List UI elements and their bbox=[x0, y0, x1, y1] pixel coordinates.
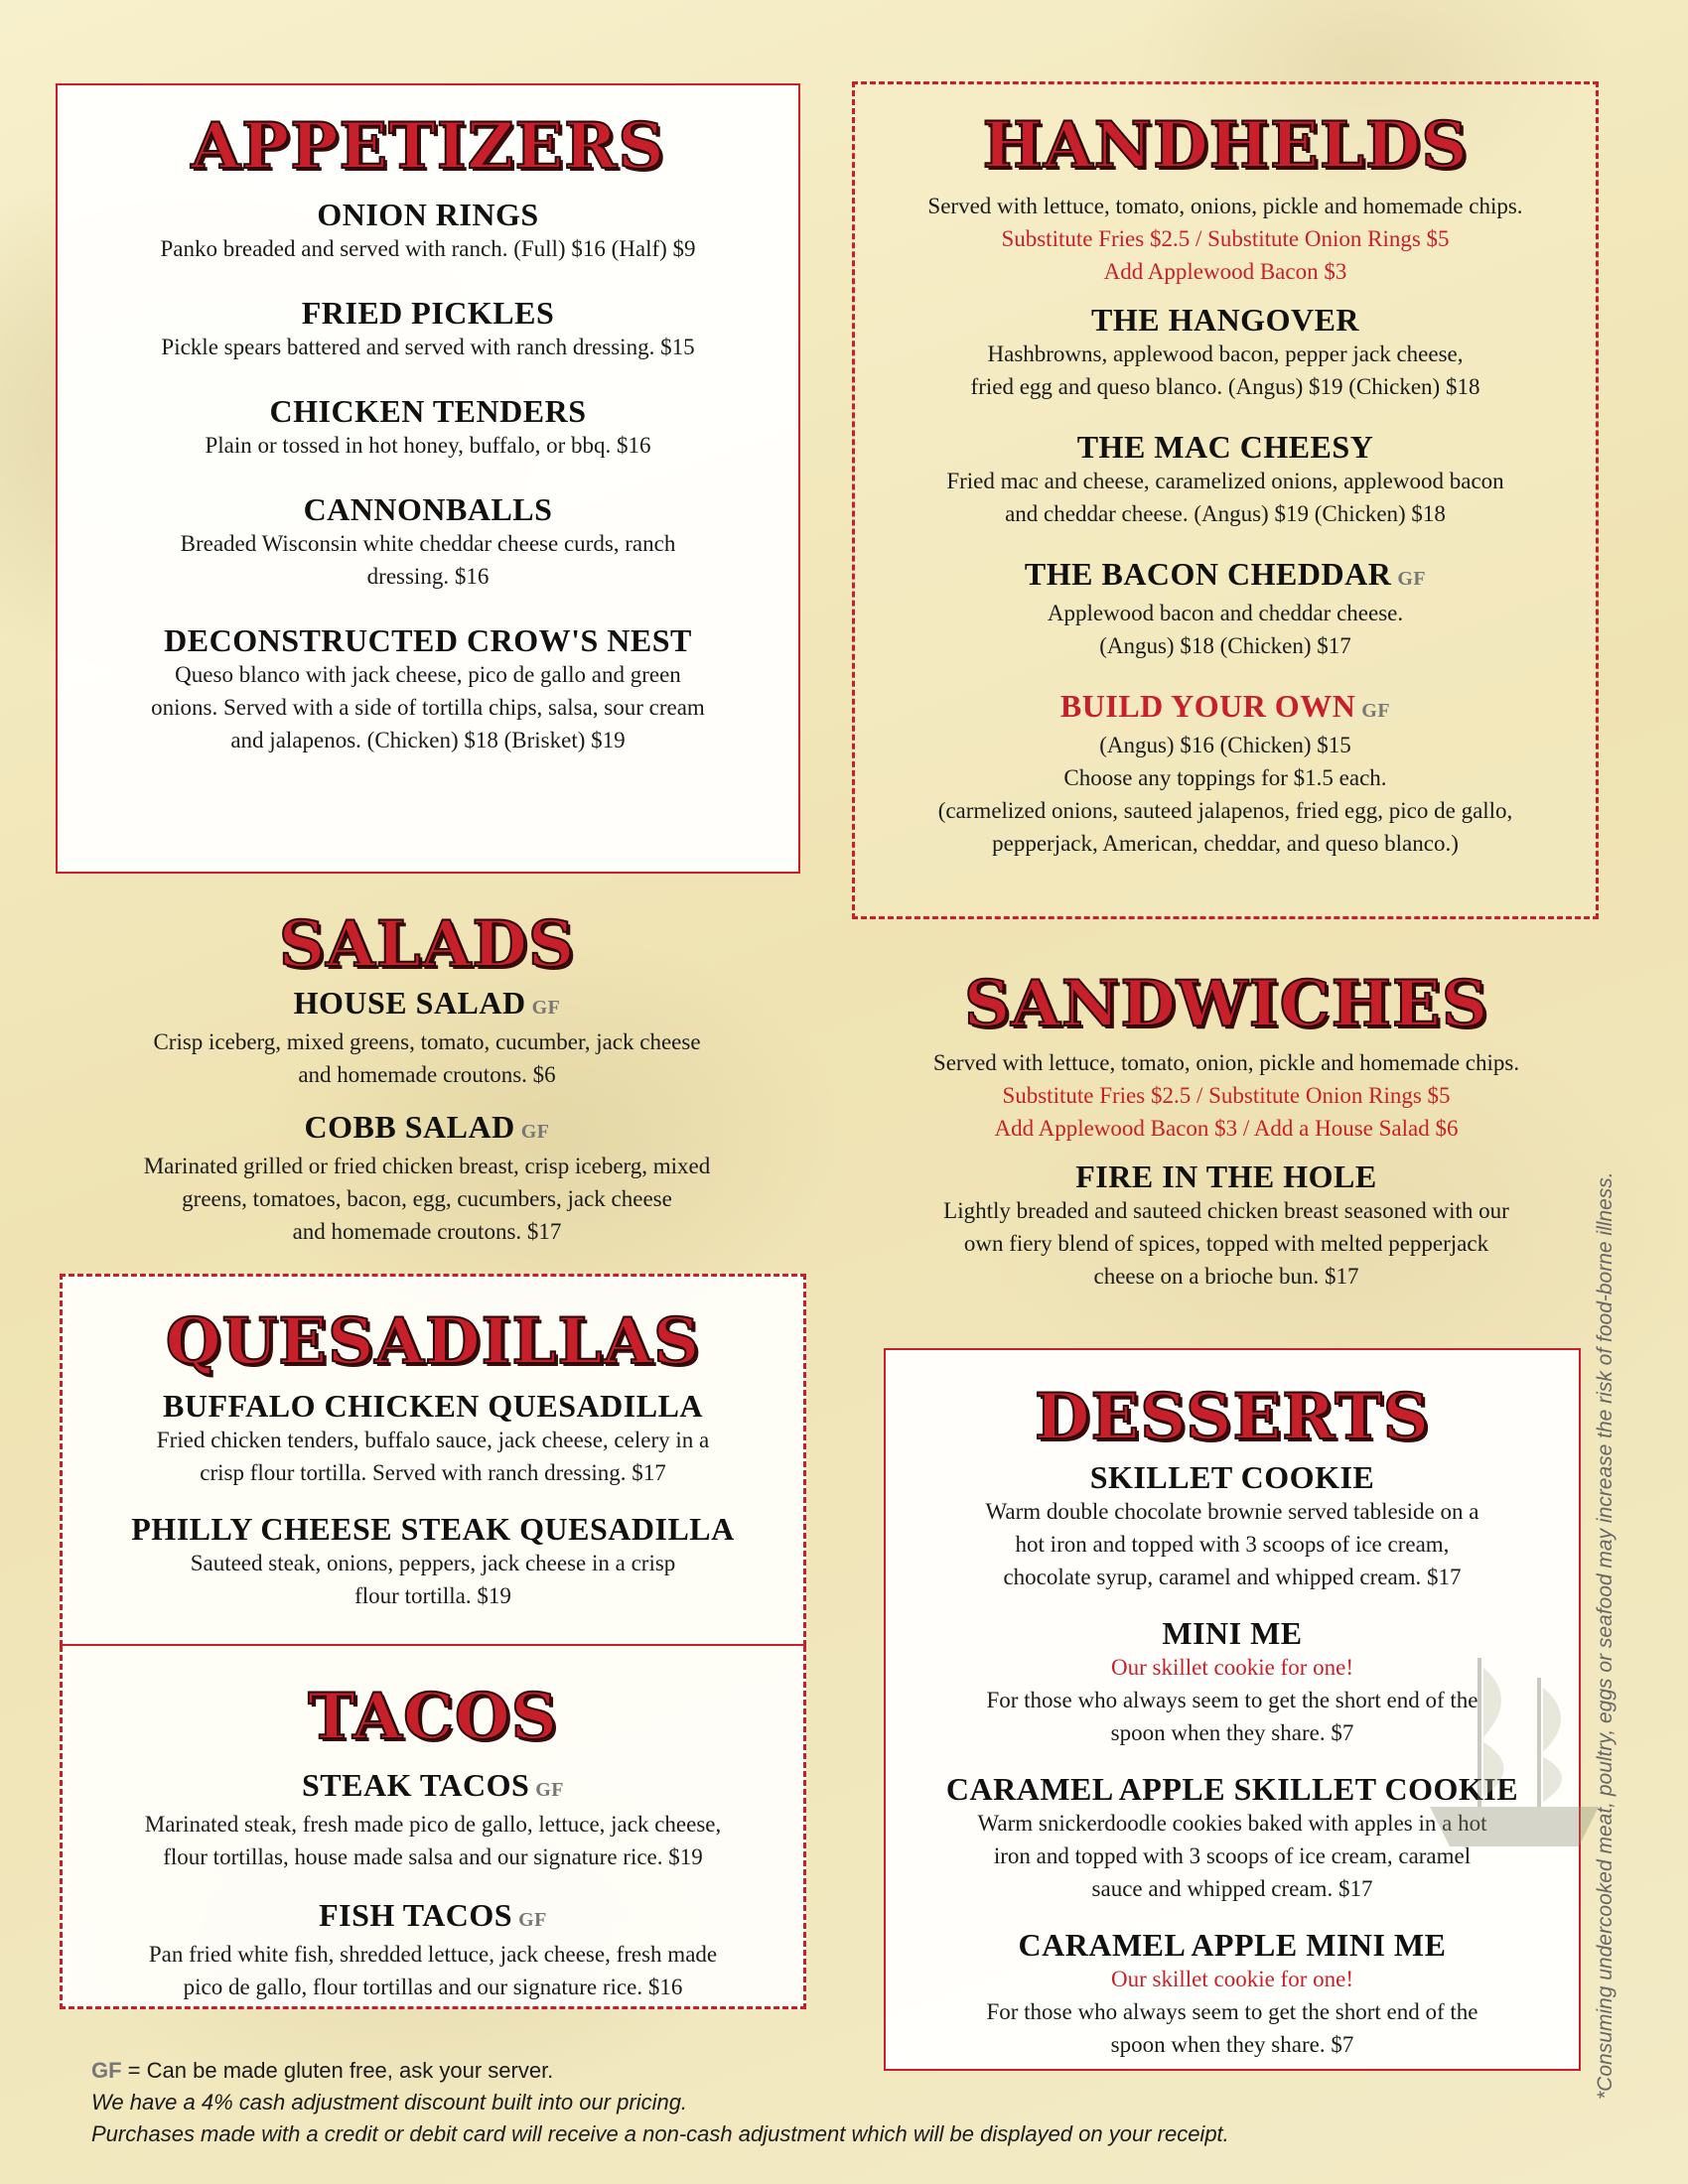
appetizers-item-description: dressing. $16 bbox=[366, 564, 490, 589]
quesadillas-title: QUESADILLAS bbox=[165, 1304, 701, 1379]
quesadillas-item-name-row bbox=[63, 1388, 803, 1424]
salads-item-name: COBB SALAD bbox=[304, 1109, 515, 1145]
appetizers-item-description: Panko breaded and served with ranch. (Full) $16 (Half) $9 bbox=[160, 236, 696, 261]
desserts-item-name: SKILLET COOKIE bbox=[1089, 1459, 1375, 1495]
handhelds-add-on: Add Applewood Bacon $3 bbox=[1103, 259, 1347, 284]
handhelds-item-name-row bbox=[855, 556, 1596, 597]
sandwiches-item-description: cheese on a brioche bun. $17 bbox=[1093, 1264, 1359, 1289]
handhelds-substitute: Substitute Fries $2.5 / Substitute Onion Rings $5 bbox=[1001, 226, 1450, 251]
sandwiches-list bbox=[854, 1159, 1599, 1293]
handhelds-item-description: pepperjack, American, cheddar, and queso blanco.) bbox=[992, 831, 1459, 856]
handhelds-item-description: (Angus) $18 (Chicken) $17 bbox=[1099, 633, 1351, 658]
salads-item-description: Crisp iceberg, mixed greens, tomato, cucumber, jack cheese bbox=[153, 1029, 701, 1054]
desserts-item bbox=[886, 1927, 1579, 2061]
desserts-item-description: spoon when they share. $7 bbox=[1110, 2032, 1354, 2057]
tacos-title: TACOS bbox=[308, 1680, 558, 1754]
appetizers-item-name-row bbox=[58, 622, 798, 658]
salads-item-name-row bbox=[60, 985, 794, 1025]
quesadillas-list bbox=[63, 1388, 803, 1612]
handhelds-item bbox=[855, 302, 1596, 403]
handhelds-item-name: THE BACON CHEDDAR bbox=[1024, 556, 1392, 592]
tacos-item-description: pico de gallo, flour tortillas and our signature rice. $16 bbox=[183, 1975, 683, 1999]
appetizers-item-name-row bbox=[58, 393, 798, 429]
desserts-item-description: chocolate syrup, caramel and whipped cream. $17 bbox=[1003, 1565, 1462, 1589]
quesadillas-item-description: flour tortilla. $19 bbox=[354, 1583, 511, 1608]
handhelds-item-description: (Angus) $16 (Chicken) $15 bbox=[1099, 733, 1351, 757]
gf-badge: GF bbox=[520, 1121, 550, 1143]
quesadillas-item-description: Sauteed steak, onions, peppers, jack cheese in a crisp bbox=[190, 1551, 676, 1575]
desserts-item-description: hot iron and topped with 3 scoops of ice cream, bbox=[1015, 1532, 1450, 1557]
cash-adjustment-note: We have a 4% cash adjustment discount built into our pricing. bbox=[91, 2090, 688, 2115]
desserts-item-name: MINI ME bbox=[1162, 1615, 1303, 1651]
handhelds-item-description: Applewood bacon and cheddar cheese. bbox=[1047, 601, 1404, 625]
gf-badge: GF bbox=[535, 1779, 565, 1801]
salads-item-description: and homemade croutons. $6 bbox=[298, 1062, 556, 1087]
sandwiches-item-name-row bbox=[854, 1159, 1599, 1194]
gf-legend-text: = Can be made gluten free, ask your server. bbox=[121, 2058, 554, 2083]
food-safety-warning: *Consuming undercooked meat, poultry, eggs or seafood may increase the risk of food-borne illness. bbox=[1594, 1171, 1617, 2100]
salads-item-description: and homemade croutons. $17 bbox=[292, 1219, 562, 1244]
handhelds-item bbox=[855, 429, 1596, 530]
sandwiches-panel bbox=[854, 967, 1599, 1310]
sandwiches-item bbox=[854, 1159, 1599, 1293]
salads-item bbox=[60, 985, 794, 1091]
handhelds-list bbox=[855, 302, 1596, 860]
handhelds-item-name: THE HANGOVER bbox=[1090, 302, 1360, 338]
quesadillas-item bbox=[63, 1388, 803, 1489]
gf-legend bbox=[91, 2055, 1229, 2087]
tacos-item-name: FISH TACOS bbox=[319, 1897, 513, 1933]
desserts-item-description: sauce and whipped cream. $17 bbox=[1091, 1876, 1373, 1901]
appetizers-item-description: Queso blanco with jack cheese, pico de gallo and green bbox=[175, 662, 681, 687]
salads-title: SALADS bbox=[278, 907, 576, 982]
handhelds-item-name: BUILD YOUR OWN bbox=[1059, 688, 1356, 724]
desserts-item bbox=[886, 1459, 1579, 1593]
appetizers-item-name: FRIED PICKLES bbox=[301, 295, 555, 331]
appetizers-item-name-row bbox=[58, 295, 798, 331]
quesadillas-item-name: PHILLY CHEESE STEAK QUESADILLA bbox=[131, 1511, 735, 1547]
tacos-item-description: flour tortillas, house made salsa and our signature rice. $19 bbox=[163, 1844, 703, 1869]
handhelds-item-name-row bbox=[855, 429, 1596, 465]
appetizers-item-name: CANNONBALLS bbox=[303, 491, 553, 527]
salads-item-name: HOUSE SALAD bbox=[293, 985, 526, 1021]
appetizers-item-description: Pickle spears battered and served with ranch dressing. $15 bbox=[161, 335, 695, 359]
tacos-panel bbox=[60, 1646, 806, 2009]
quesadillas-panel bbox=[60, 1274, 806, 1646]
handhelds-title: HANDHELDS bbox=[982, 108, 1469, 183]
tacos-item bbox=[63, 1767, 803, 1873]
handhelds-item bbox=[855, 688, 1596, 860]
sandwiches-add-on: Add Applewood Bacon $3 / Add a House Salad $6 bbox=[994, 1116, 1459, 1141]
appetizers-panel bbox=[56, 83, 800, 874]
handhelds-item-description: fried egg and queso blanco. (Angus) $19 (Chicken) $18 bbox=[970, 374, 1480, 399]
desserts-item-name: CARAMEL APPLE MINI ME bbox=[1018, 1927, 1447, 1963]
handhelds-item-description: and cheddar cheese. (Angus) $19 (Chicken) $18 bbox=[1005, 501, 1446, 526]
desserts-item-subtitle: Our skillet cookie for one! bbox=[1111, 1655, 1353, 1680]
gf-badge: GF bbox=[1397, 568, 1427, 590]
sandwiches-title: SANDWICHES bbox=[963, 967, 1489, 1041]
quesadillas-item-description: Fried chicken tenders, buffalo sauce, jack cheese, celery in a bbox=[156, 1428, 710, 1452]
desserts-item-subtitle: Our skillet cookie for one! bbox=[1111, 1967, 1353, 1991]
appetizers-item-name-row bbox=[58, 491, 798, 527]
appetizers-item bbox=[58, 295, 798, 363]
desserts-item-description: Warm snickerdoodle cookies baked with apples in a hot bbox=[977, 1811, 1487, 1836]
desserts-item-description: spoon when they share. $7 bbox=[1110, 1720, 1354, 1745]
gf-badge: GF bbox=[518, 1909, 547, 1931]
desserts-item-description: For those who always seem to get the short end of the bbox=[986, 1688, 1478, 1712]
desserts-item-description: Warm double chocolate brownie served tableside on a bbox=[985, 1499, 1479, 1524]
handhelds-item-description: Choose any toppings for $1.5 each. bbox=[1063, 765, 1387, 790]
salads-item-description: Marinated grilled or fried chicken breast, crisp iceberg, mixed bbox=[143, 1154, 711, 1178]
sandwiches-intro: Served with lettuce, tomato, onion, pickle and homemade chips. bbox=[932, 1050, 1520, 1075]
sandwiches-item-description: own fiery blend of spices, topped with melted pepperjack bbox=[963, 1231, 1489, 1256]
quesadillas-item-name: BUFFALO CHICKEN QUESADILLA bbox=[162, 1388, 704, 1424]
handhelds-item-name: THE MAC CHEESY bbox=[1076, 429, 1374, 465]
card-adjustment-note: Purchases made with a credit or debit card will receive a non-cash adjustment which will be displayed on your receipt. bbox=[91, 2121, 1229, 2146]
tacos-list bbox=[63, 1767, 803, 2003]
handhelds-item-description: Hashbrowns, applewood bacon, pepper jack cheese, bbox=[987, 341, 1464, 366]
gf-badge: GF bbox=[1361, 700, 1391, 722]
quesadillas-item-name-row bbox=[63, 1511, 803, 1547]
handhelds-item-name-row bbox=[855, 302, 1596, 338]
appetizers-item-name: DECONSTRUCTED CROW'S NEST bbox=[164, 622, 692, 658]
sandwiches-substitute: Substitute Fries $2.5 / Substitute Onion Rings $5 bbox=[1002, 1083, 1451, 1108]
gf-key: GF bbox=[91, 2058, 122, 2083]
appetizers-item-name: CHICKEN TENDERS bbox=[269, 393, 587, 429]
salads-list bbox=[60, 985, 794, 1248]
appetizers-item-name: ONION RINGS bbox=[317, 197, 539, 232]
appetizers-item-description: and jalapenos. (Chicken) $18 (Brisket) $19 bbox=[230, 728, 626, 752]
appetizers-item-description: Breaded Wisconsin white cheddar cheese curds, ranch bbox=[180, 531, 676, 556]
appetizers-item-description: onions. Served with a side of tortilla chips, salsa, sour cream bbox=[151, 695, 705, 720]
desserts-item-description: iron and topped with 3 scoops of ice cream, caramel bbox=[993, 1843, 1472, 1868]
desserts-item-name: CARAMEL APPLE SKILLET COOKIE bbox=[945, 1771, 1519, 1807]
handhelds-panel bbox=[852, 81, 1599, 919]
gf-badge: GF bbox=[531, 997, 561, 1019]
salads-item-description: greens, tomatoes, bacon, egg, cucumbers, jack cheese bbox=[182, 1186, 672, 1211]
tacos-item-description: Pan fried white fish, shredded lettuce, jack cheese, fresh made bbox=[148, 1942, 718, 1967]
appetizers-item bbox=[58, 622, 798, 756]
footer bbox=[91, 2055, 1229, 2150]
handhelds-item-description: Fried mac and cheese, caramelized onions, applewood bacon bbox=[946, 469, 1504, 493]
handhelds-item-description: (carmelized onions, sauteed jalapenos, fried egg, pico de gallo, bbox=[937, 798, 1513, 823]
appetizers-item bbox=[58, 491, 798, 593]
ship-icon bbox=[1410, 1638, 1618, 1866]
tacos-item-name-row bbox=[63, 1767, 803, 1808]
appetizers-item-description: Plain or tossed in hot honey, buffalo, or bbq. $16 bbox=[205, 433, 651, 458]
desserts-item-name-row bbox=[886, 1459, 1579, 1495]
tacos-item-description: Marinated steak, fresh made pico de gallo, lettuce, jack cheese, bbox=[144, 1812, 722, 1837]
desserts-item-name-row bbox=[886, 1927, 1579, 1963]
appetizers-title: APPETIZERS bbox=[191, 109, 665, 184]
sandwiches-item-name: FIRE IN THE HOLE bbox=[1075, 1159, 1377, 1194]
quesadillas-item-description: crisp flour tortilla. Served with ranch dressing. $17 bbox=[200, 1460, 666, 1485]
quesadillas-item bbox=[63, 1511, 803, 1612]
handhelds-item bbox=[855, 556, 1596, 662]
tacos-item bbox=[63, 1897, 803, 2003]
appetizers-item bbox=[58, 197, 798, 265]
handhelds-intro: Served with lettuce, tomato, onions, pickle and homemade chips. bbox=[927, 194, 1523, 218]
appetizers-list bbox=[58, 197, 798, 756]
salads-item bbox=[60, 1109, 794, 1248]
desserts-item-description: For those who always seem to get the short end of the bbox=[986, 1999, 1478, 2024]
appetizers-item-name-row bbox=[58, 197, 798, 232]
sandwiches-item-description: Lightly breaded and sauteed chicken breast seasoned with our bbox=[943, 1198, 1509, 1223]
tacos-item-name-row bbox=[63, 1897, 803, 1938]
salads-panel bbox=[60, 907, 794, 1251]
desserts-title: DESSERTS bbox=[1035, 1380, 1430, 1454]
appetizers-item bbox=[58, 393, 798, 462]
salads-item-name-row bbox=[60, 1109, 794, 1150]
tacos-item-name: STEAK TACOS bbox=[301, 1767, 530, 1803]
handhelds-item-name-row bbox=[855, 688, 1596, 729]
